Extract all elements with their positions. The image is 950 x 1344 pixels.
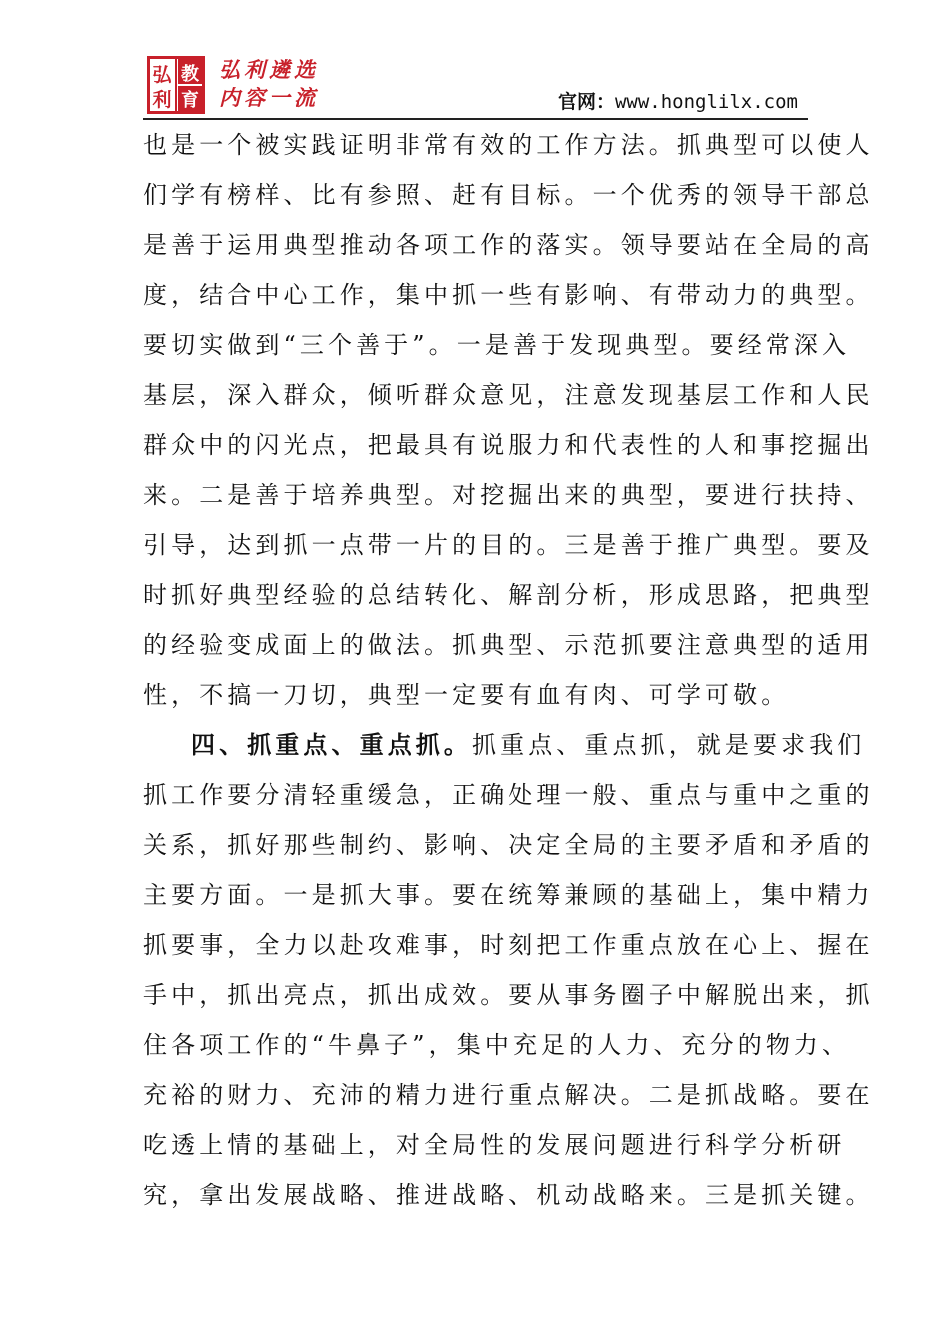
paragraph-1	[143, 120, 874, 720]
paragraph-line: 的经验变成面上的做法。抓典型、示范抓要注意典型的适用	[143, 631, 874, 659]
paragraph-line: 时抓好典型经验的总结转化、解剖分析，形成思路，把典型	[143, 581, 874, 609]
paragraph-line: 主要方面。一是抓大事。要在统筹兼顾的基础上，集中精力	[143, 881, 874, 909]
paragraph-first-line	[143, 720, 866, 770]
slogan-line-1: 弘利遴选	[219, 57, 319, 82]
section-heading: 四、抓重点、重点抓。	[191, 730, 472, 759]
paragraph-line: 是善于运用典型推动各项工作的落实。领导要站在全局的高	[143, 231, 874, 259]
svg-text:育: 育	[181, 90, 199, 111]
paragraph-line: 要切实做到“三个善于”。一是善于发现典型。要经常深入	[143, 331, 851, 359]
site-url-label: 官网：	[557, 91, 615, 113]
document-body	[143, 120, 874, 1220]
paragraph-line: 抓要事，全力以赴攻难事，时刻把工作重点放在心上、握在	[143, 931, 874, 959]
paragraph-line: 充裕的财力、充沛的精力进行重点解决。二是抓战略。要在	[143, 1081, 874, 1109]
paragraph-line: 性，不搞一刀切，典型一定要有血有肉、可学可敬。	[143, 681, 790, 709]
site-url	[558, 90, 798, 114]
paragraph-2	[143, 720, 874, 1220]
paragraph-line: 度，结合中心工作，集中抓一些有影响、有带动力的典型。	[143, 281, 874, 309]
site-url-value: www.honglilx.com	[614, 91, 798, 113]
paragraph-line: 抓工作要分清轻重缓急，正确处理一般、重点与重中之重的	[143, 781, 874, 809]
logo	[147, 56, 205, 114]
paragraph-line: 吃透上情的基础上，对全局性的发展问题进行科学分析研	[143, 1131, 846, 1159]
slogan-line-2: 内容一流	[219, 85, 319, 110]
page-header	[143, 52, 808, 120]
paragraph-line-rest: 抓重点、重点抓，就是要求我们	[472, 731, 866, 759]
paragraph-line: 手中，抓出亮点，抓出成效。要从事务圈子中解脱出来，抓	[143, 981, 874, 1009]
paragraph-line: 基层，深入群众，倾听群众意见，注意发现基层工作和人民	[143, 381, 874, 409]
svg-text:弘: 弘	[152, 64, 172, 86]
logo-seal-icon	[147, 56, 205, 114]
svg-text:利: 利	[152, 89, 172, 111]
paragraph-line: 群众中的闪光点，把最具有说服力和代表性的人和事挖掘出	[143, 431, 874, 459]
paragraph-line: 住各项工作的“牛鼻子”，集中充足的人力、充分的物力、	[143, 1031, 851, 1059]
slogan	[219, 56, 319, 112]
paragraph-line: 也是一个被实践证明非常有效的工作方法。抓典型可以使人	[143, 131, 874, 159]
svg-text:教: 教	[181, 64, 199, 85]
paragraph-line: 来。二是善于培养典型。对挖掘出来的典型，要进行扶持、	[143, 481, 874, 509]
paragraph-line: 们学有榜样、比有参照、赶有目标。一个优秀的领导干部总	[143, 181, 874, 209]
paragraph-line: 引导，达到抓一点带一片的目的。三是善于推广典型。要及	[143, 531, 874, 559]
paragraph-line: 关系，抓好那些制约、影响、决定全局的主要矛盾和矛盾的	[143, 831, 874, 859]
paragraph-line: 究，拿出发展战略、推进战略、机动战略来。三是抓关键。	[143, 1181, 874, 1209]
